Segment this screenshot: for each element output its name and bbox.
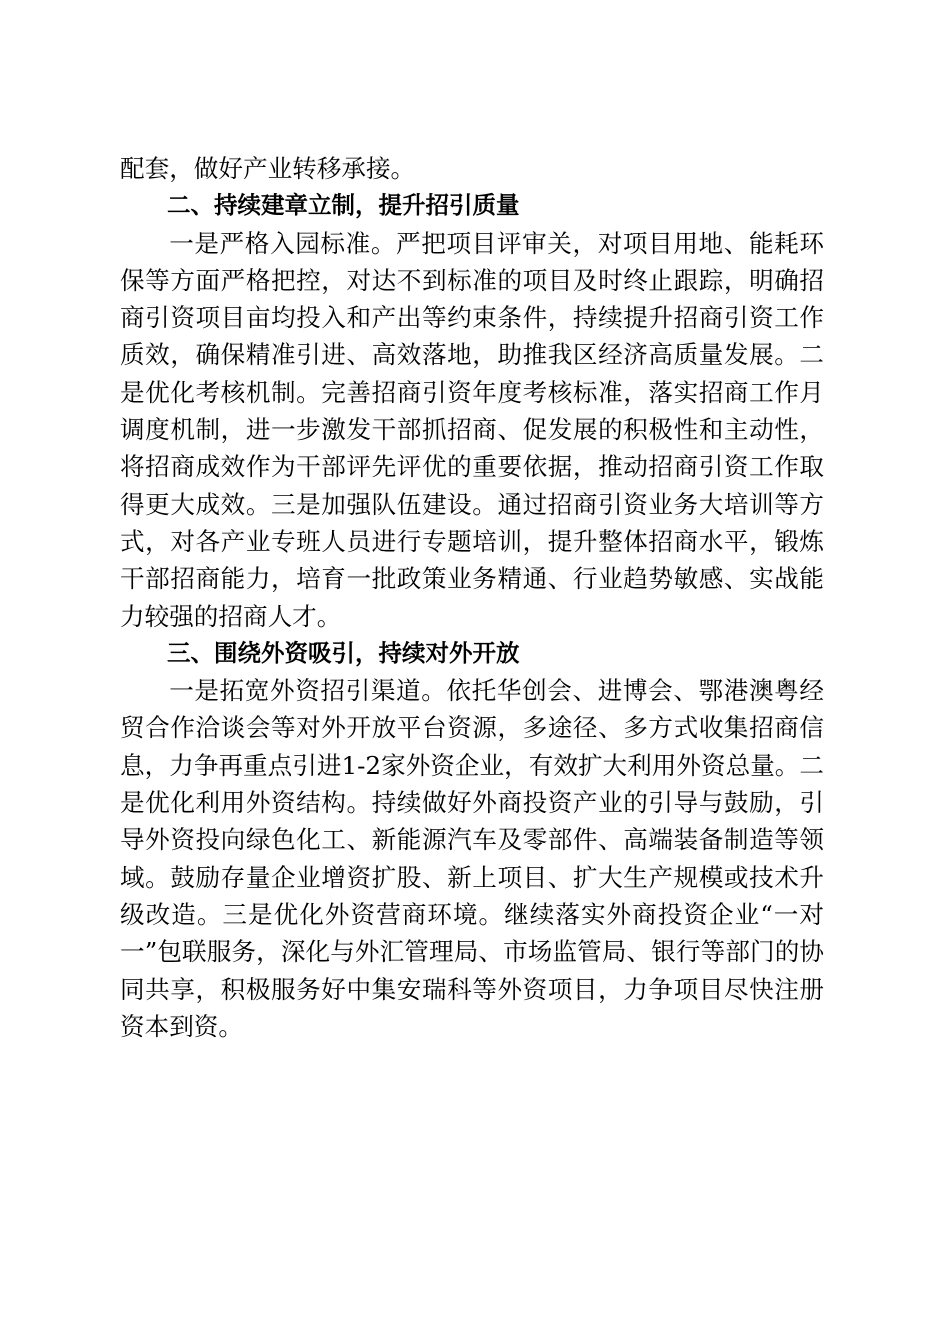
section-body-3: 一是拓宽外资招引渠道。依托华创会、进博会、鄂港澳粤经贸合作洽谈会等对外开放平台资源，多途径、多方式收集招商信息，力争再重点引进1-2家外资企业，有效扩大利用外资总量。二是优化利用外资结构。持续做好外商投资产业的引导与鼓励，引导外资投向绿色化工、新能源汽车及零部件、高端装备制造等领域。鼓励存量企业增资扩股、新上项目、扩大生产规模或技术升级改造。三是优化外资营商环境。继续落实外商投资企业“一对一”包联服务，深化与外汇管理局、市场监管局、银行等部门的协同共享，积极服务好中集安瑞科等外资项目，力争项目尽快注册资本到资。 xyxy=(120,676,824,1041)
section-heading-2: 二、持续建章立制，提升招引质量 xyxy=(167,191,520,220)
section-heading-3: 三、围绕外资吸引，持续对外开放 xyxy=(167,638,520,667)
section-body-2: 一是严格入园标准。严把项目评审关，对项目用地、能耗环保等方面严格把控，对达不到标准的项目及时终止跟踪，明确招商引资项目亩均投入和产出等约束条件，持续提升招商引资工作质效，确保精准引进、高效落地，助推我区经济高质量发展。二是优化考核机制。完善招商引资年度考核标准，落实招商工作月调度机制，进一步激发干部抓招商、促发展的积极性和主动性，将招商成效作为干部评先评优的重要依据，推动招商引资工作取得更大成效。三是加强队伍建设。通过招商引资业务大培训等方式，对各产业专班人员进行专题培训，提升整体招商水平，锻炼干部招商能力，培育一批政策业务精通、行业趋势敏感、实战能力较强的招商人才。 xyxy=(120,228,824,631)
continuation-paragraph: 配套，做好产业转移承接。 xyxy=(120,154,416,183)
document-body xyxy=(120,150,824,1045)
